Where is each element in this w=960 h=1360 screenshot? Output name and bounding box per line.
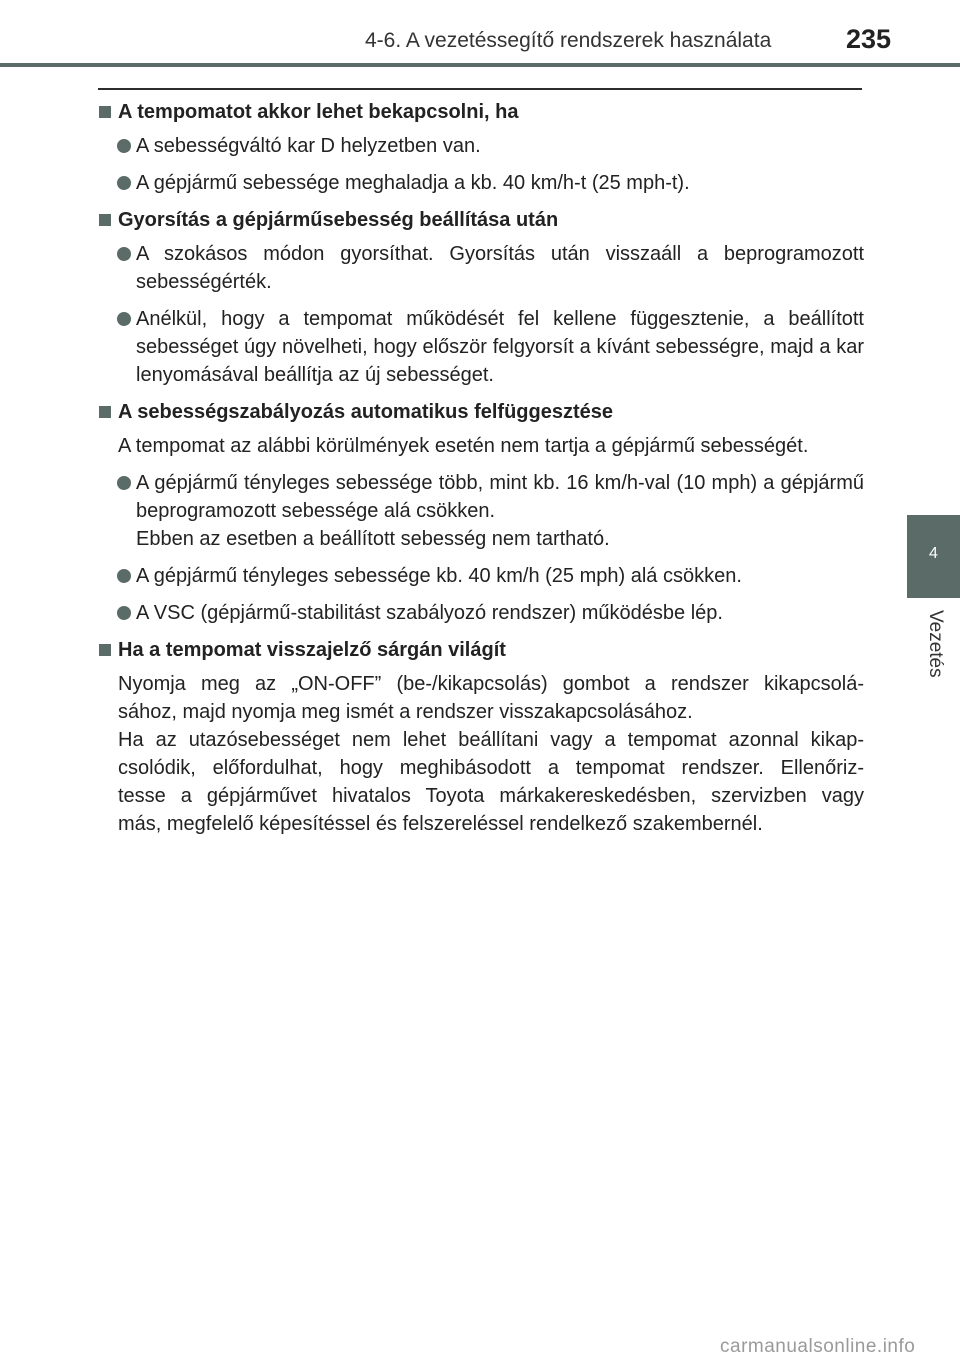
list-item: Anélkül, hogy a tempomat működését fel kellene függesztenie, a beállított sebességet úgy növelheti, hogy először felgyorsít a kívánt sebességre, majd a kar lenyomásával beállítja az új sebességet.	[98, 305, 864, 389]
round-bullet-icon	[117, 247, 131, 261]
round-bullet-icon	[117, 139, 131, 153]
paragraph-line: más, megfelelő képesítéssel és felszereléssel rendelkező szakembernél.	[118, 813, 763, 835]
watermark: carmanualsonline.info	[720, 1336, 916, 1357]
round-bullet-icon	[117, 476, 131, 490]
paragraph-line: csolódik, előfordulhat, hogy meghibásodott a tempomat rendszer. Ellenőriz-	[118, 757, 864, 779]
section-acceleration	[98, 206, 864, 389]
header-rule	[0, 63, 960, 67]
list-item: A sebességváltó kar D helyzetben van.	[98, 132, 864, 160]
round-bullet-icon	[117, 569, 131, 583]
round-bullet-icon	[117, 606, 131, 620]
list-item: A VSC (gépjármű-stabilitást szabályozó rendszer) működésbe lép.	[98, 599, 864, 627]
paragraph-line: sához, majd nyomja meg ismét a rendszer visszakapcsolásához.	[118, 701, 693, 723]
section-activation	[98, 98, 864, 197]
list-item: A gépjármű sebessége meghaladja a kb. 40 km/h-t (25 mph-t).	[98, 169, 864, 197]
list-item: A gépjármű tényleges sebessége kb. 40 km/h (25 mph) alá csökken.	[98, 562, 864, 590]
chapter-tab	[907, 515, 960, 598]
section-heading: Ha a tempomat visszajelző sárgán világít	[98, 636, 864, 664]
section-heading: Gyorsítás a gépjárműsebesség beállítása után	[98, 206, 864, 234]
page-number: 235	[846, 24, 892, 54]
list-item: A szokásos módon gyorsíthat. Gyorsítás után visszaáll a beprogramozott sebességérték.	[98, 240, 864, 296]
page-content	[98, 98, 864, 847]
list-item: A gépjármű tényleges sebessége több, mint kb. 16 km/h-val (10 mph) a gépjármű beprogramozott sebessége alá csökken. Ebben az esetben a beállított sebesség nem tartható.	[98, 469, 864, 553]
section-heading: A tempomatot akkor lehet bekapcsolni, ha	[98, 98, 864, 126]
section-indicator-yellow	[98, 636, 864, 838]
content-rule	[98, 88, 862, 90]
round-bullet-icon	[117, 176, 131, 190]
chapter-tab-label: Vezetés	[925, 610, 946, 678]
square-bullet-icon	[99, 406, 111, 418]
paragraph-line: Ha az utazósebességet nem lehet beállítani vagy a tempomat azonnal kikap-	[118, 729, 864, 751]
paragraph-line: tesse a gépjárművet hivatalos Toyota márkakereskedésben, szervizben vagy	[118, 785, 864, 807]
page-header	[0, 0, 960, 60]
section-auto-cancel	[98, 398, 864, 627]
chapter-tab-number: 4	[929, 545, 938, 562]
chapter-title: 4-6. A vezetéssegítő rendszerek használata	[365, 29, 772, 52]
square-bullet-icon	[99, 644, 111, 656]
round-bullet-icon	[117, 312, 131, 326]
paragraph-line: Nyomja meg az „ON-OFF” (be-/kikapcsolás) gombot a rendszer kikapcsolá-	[118, 673, 864, 695]
section-heading: A sebességszabályozás automatikus felfüggesztése	[98, 398, 864, 426]
section-intro: A tempomat az alábbi körülmények esetén nem tartja a gépjármű sebességét.	[118, 435, 809, 457]
list-item-note: Ebben az esetben a beállított sebesség nem tartható.	[136, 528, 610, 550]
square-bullet-icon	[99, 214, 111, 226]
square-bullet-icon	[99, 106, 111, 118]
section-paragraph	[98, 670, 864, 838]
